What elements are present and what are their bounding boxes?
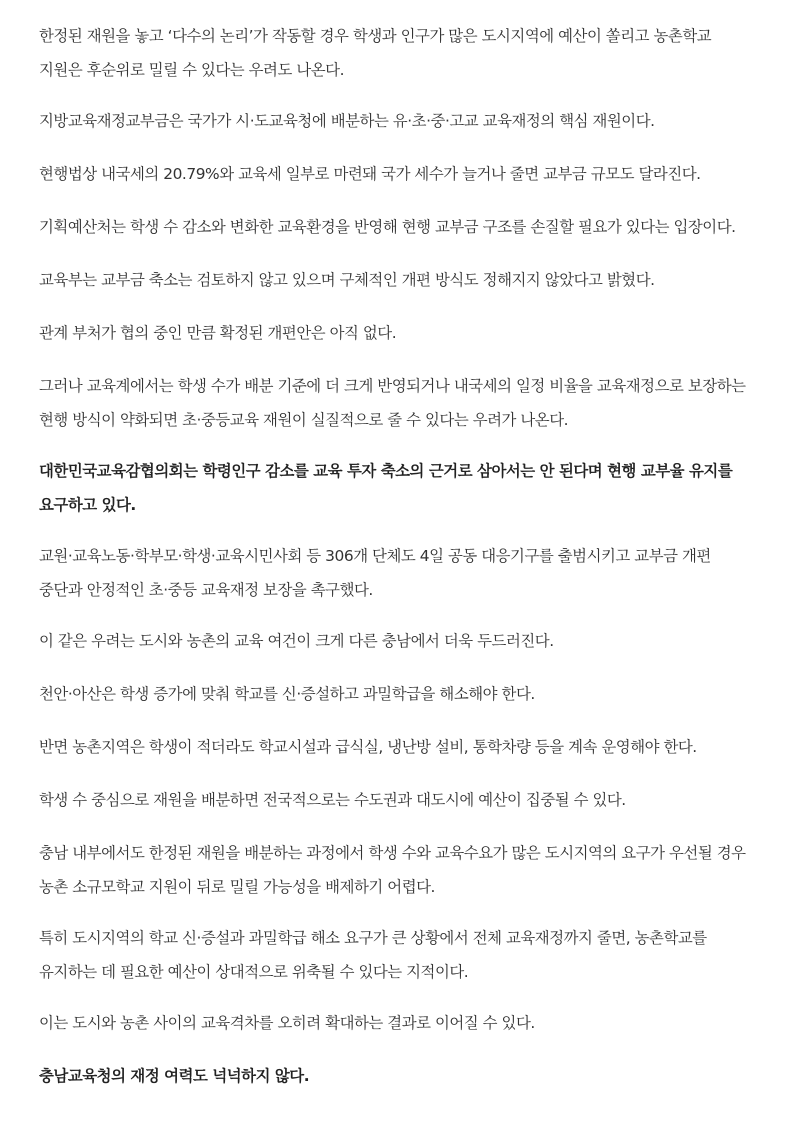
paragraph-14: 충남 내부에서도 한정된 재원을 배분하는 과정에서 학생 수와 교육수요가 많은 도시지역의 요구가 우선될 경우 농촌 소규모학교 지원이 뒤로 밀릴 가능성을 배제하기 어렵다. — [39, 844, 746, 896]
paragraph-6: 관계 부처가 협의 중인 만큼 확정된 개편안은 아직 없다. — [39, 324, 397, 342]
paragraph-8-emphasis: 대한민국교육감협의회는 학령인구 감소를 교육 투자 축소의 근거로 삼아서는 안 된다며 현행 교부율 유지를 요구하고 있다. — [39, 462, 733, 514]
paragraph-16: 이는 도시와 농촌 사이의 교육격차를 오히려 확대하는 결과로 이어질 수 있다. — [39, 1014, 535, 1032]
paragraph-5: 교육부는 교부금 축소는 검토하지 않고 있으며 구체적인 개편 방식도 정해지지 않았다고 밝혔다. — [39, 271, 655, 289]
paragraph-2: 지방교육재정교부금은 국가가 시·도교육청에 배분하는 유·초·중·고교 교육재정의 핵심 재원이다. — [39, 112, 655, 130]
paragraph-9: 교원·교육노동·학부모·학생·교육시민사회 등 306개 단체도 4일 공동 대응기구를 출범시키고 교부금 개편 중단과 안정적인 초·중등 교육재정 보장을 촉구했다. — [39, 547, 711, 599]
paragraph-4: 기획예산처는 학생 수 감소와 변화한 교육환경을 반영해 현행 교부금 구조를 손질할 필요가 있다는 입장이다. — [39, 218, 736, 236]
article-body — [0, 19, 793, 1093]
paragraph-1: 한정된 재원을 놓고 ‘다수의 논리’가 작동할 경우 학생과 인구가 많은 도시지역에 예산이 쏠리고 농촌학교 지원은 후순위로 밀릴 수 있다는 우려도 나온다. — [39, 27, 712, 79]
paragraph-12: 반면 농촌지역은 학생이 적더라도 학교시설과 급식실, 냉난방 설비, 통학차량 등을 계속 운영해야 한다. — [39, 738, 697, 756]
paragraph-15: 특히 도시지역의 학교 신·증설과 과밀학급 해소 요구가 큰 상황에서 전체 교육재정까지 줄면, 농촌학교를 유지하는 데 필요한 예산이 상대적으로 위축될 수 있다는 지적이다. — [39, 929, 707, 981]
paragraph-7: 그러나 교육계에서는 학생 수가 배분 기준에 더 크게 반영되거나 내국세의 일정 비율을 교육재정으로 보장하는 현행 방식이 약화되면 초·중등교육 재원이 실질적으로 줄 수 있다는 우려가 나온다. — [39, 377, 746, 429]
paragraph-3: 현행법상 내국세의 20.79%와 교육세 일부로 마련돼 국가 세수가 늘거나 줄면 교부금 규모도 달라진다. — [39, 165, 701, 183]
paragraph-17-emphasis: 충남교육청의 재정 여력도 넉넉하지 않다. — [39, 1067, 310, 1085]
paragraph-13: 학생 수 중심으로 재원을 배분하면 전국적으로는 수도권과 대도시에 예산이 집중될 수 있다. — [39, 791, 626, 809]
paragraph-10: 이 같은 우려는 도시와 농촌의 교육 여건이 크게 다른 충남에서 더욱 두드러진다. — [39, 632, 554, 650]
paragraph-11: 천안·아산은 학생 증가에 맞춰 학교를 신·증설하고 과밀학급을 해소해야 한다. — [39, 685, 535, 703]
